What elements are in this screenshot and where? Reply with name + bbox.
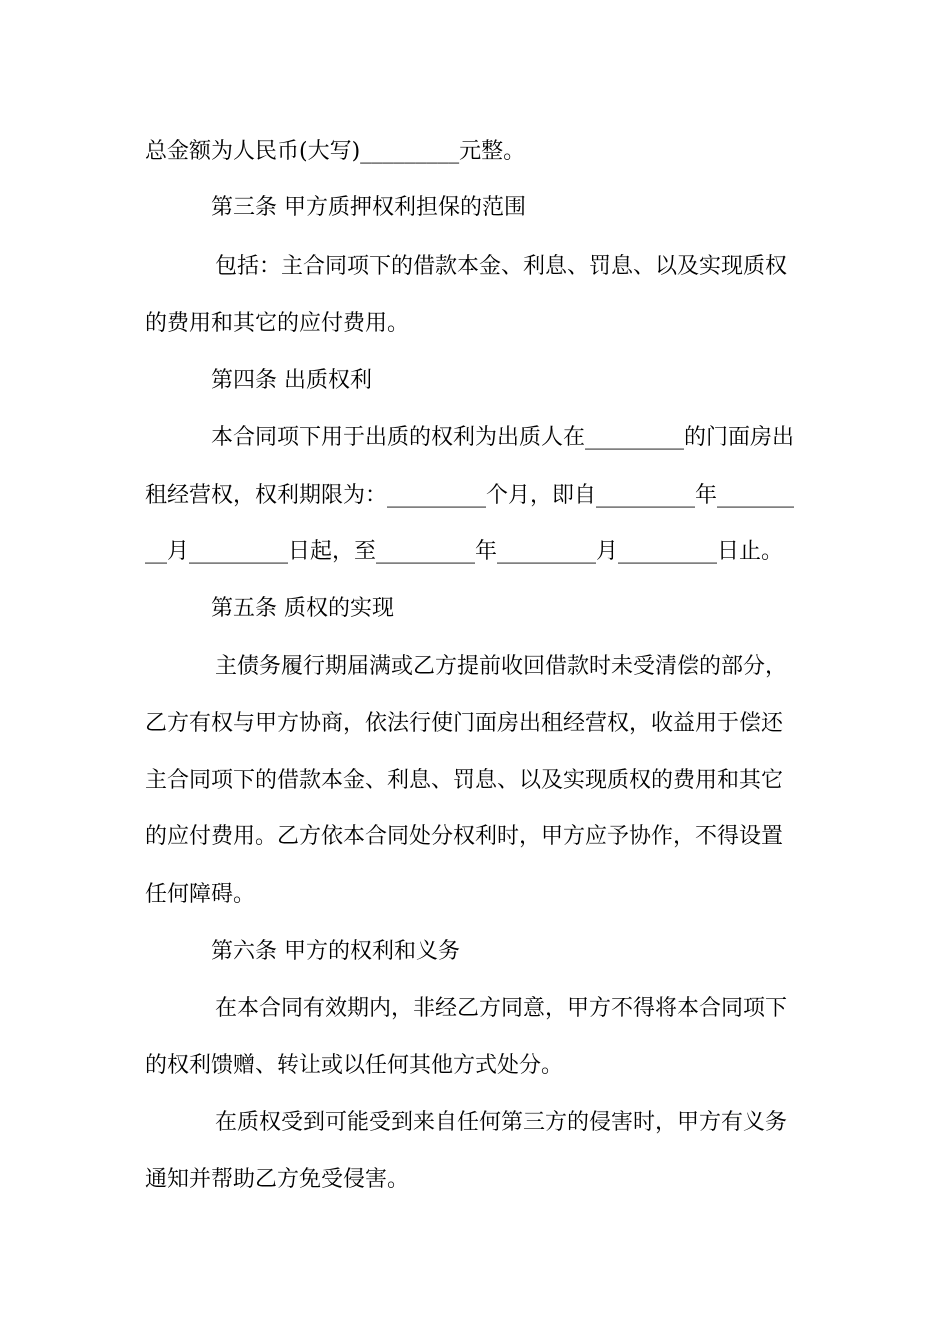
paragraph-line: 在质权受到可能受到来自任何第三方的侵害时，甲方有义务 (215, 1110, 788, 1135)
paragraph-line: 主合同项下的借款本金、利息、罚息、以及实现质权的费用和其它 (145, 768, 784, 793)
paragraph-line: 租经营权，权利期限为：_________个月，即自_________年_______ (145, 483, 795, 508)
paragraph-line: 的费用和其它的应付费用。 (145, 311, 410, 336)
paragraph-line: 的应付费用。乙方依本合同处分权利时，甲方应予协作，不得设置 (145, 824, 784, 849)
paragraph-line: 本合同项下用于出质的权利为出质人在_________的门面房出 (211, 425, 795, 450)
paragraph-line: 在本合同有效期内，非经乙方同意，甲方不得将本合同项下 (215, 996, 788, 1021)
article-heading-5: 第五条 质权的实现 (211, 596, 394, 621)
paragraph-line: 的权利馈赠、转让或以任何其他方式处分。 (145, 1053, 564, 1078)
paragraph-line: 通知并帮助乙方免受侵害。 (145, 1167, 410, 1192)
paragraph-line: 总金额为人民币(大写)_________元整。 (145, 139, 526, 164)
paragraph-line: 包括：主合同项下的借款本金、利息、罚息、以及实现质权 (215, 254, 788, 279)
paragraph-line: 主债务履行期届满或乙方提前收回借款时未受清偿的部分， (215, 654, 788, 679)
article-heading-4: 第四条 出质权利 (211, 368, 372, 393)
paragraph-line: 任何障碍。 (145, 882, 256, 907)
paragraph-line: __月_________日起，至_________年_________月_________日止。 (145, 539, 784, 564)
article-heading-6: 第六条 甲方的权利和义务 (211, 939, 460, 964)
article-heading-3: 第三条 甲方质押权利担保的范围 (211, 195, 526, 220)
paragraph-line: 乙方有权与甲方协商，依法行使门面房出租经营权，收益用于偿还 (145, 711, 784, 736)
